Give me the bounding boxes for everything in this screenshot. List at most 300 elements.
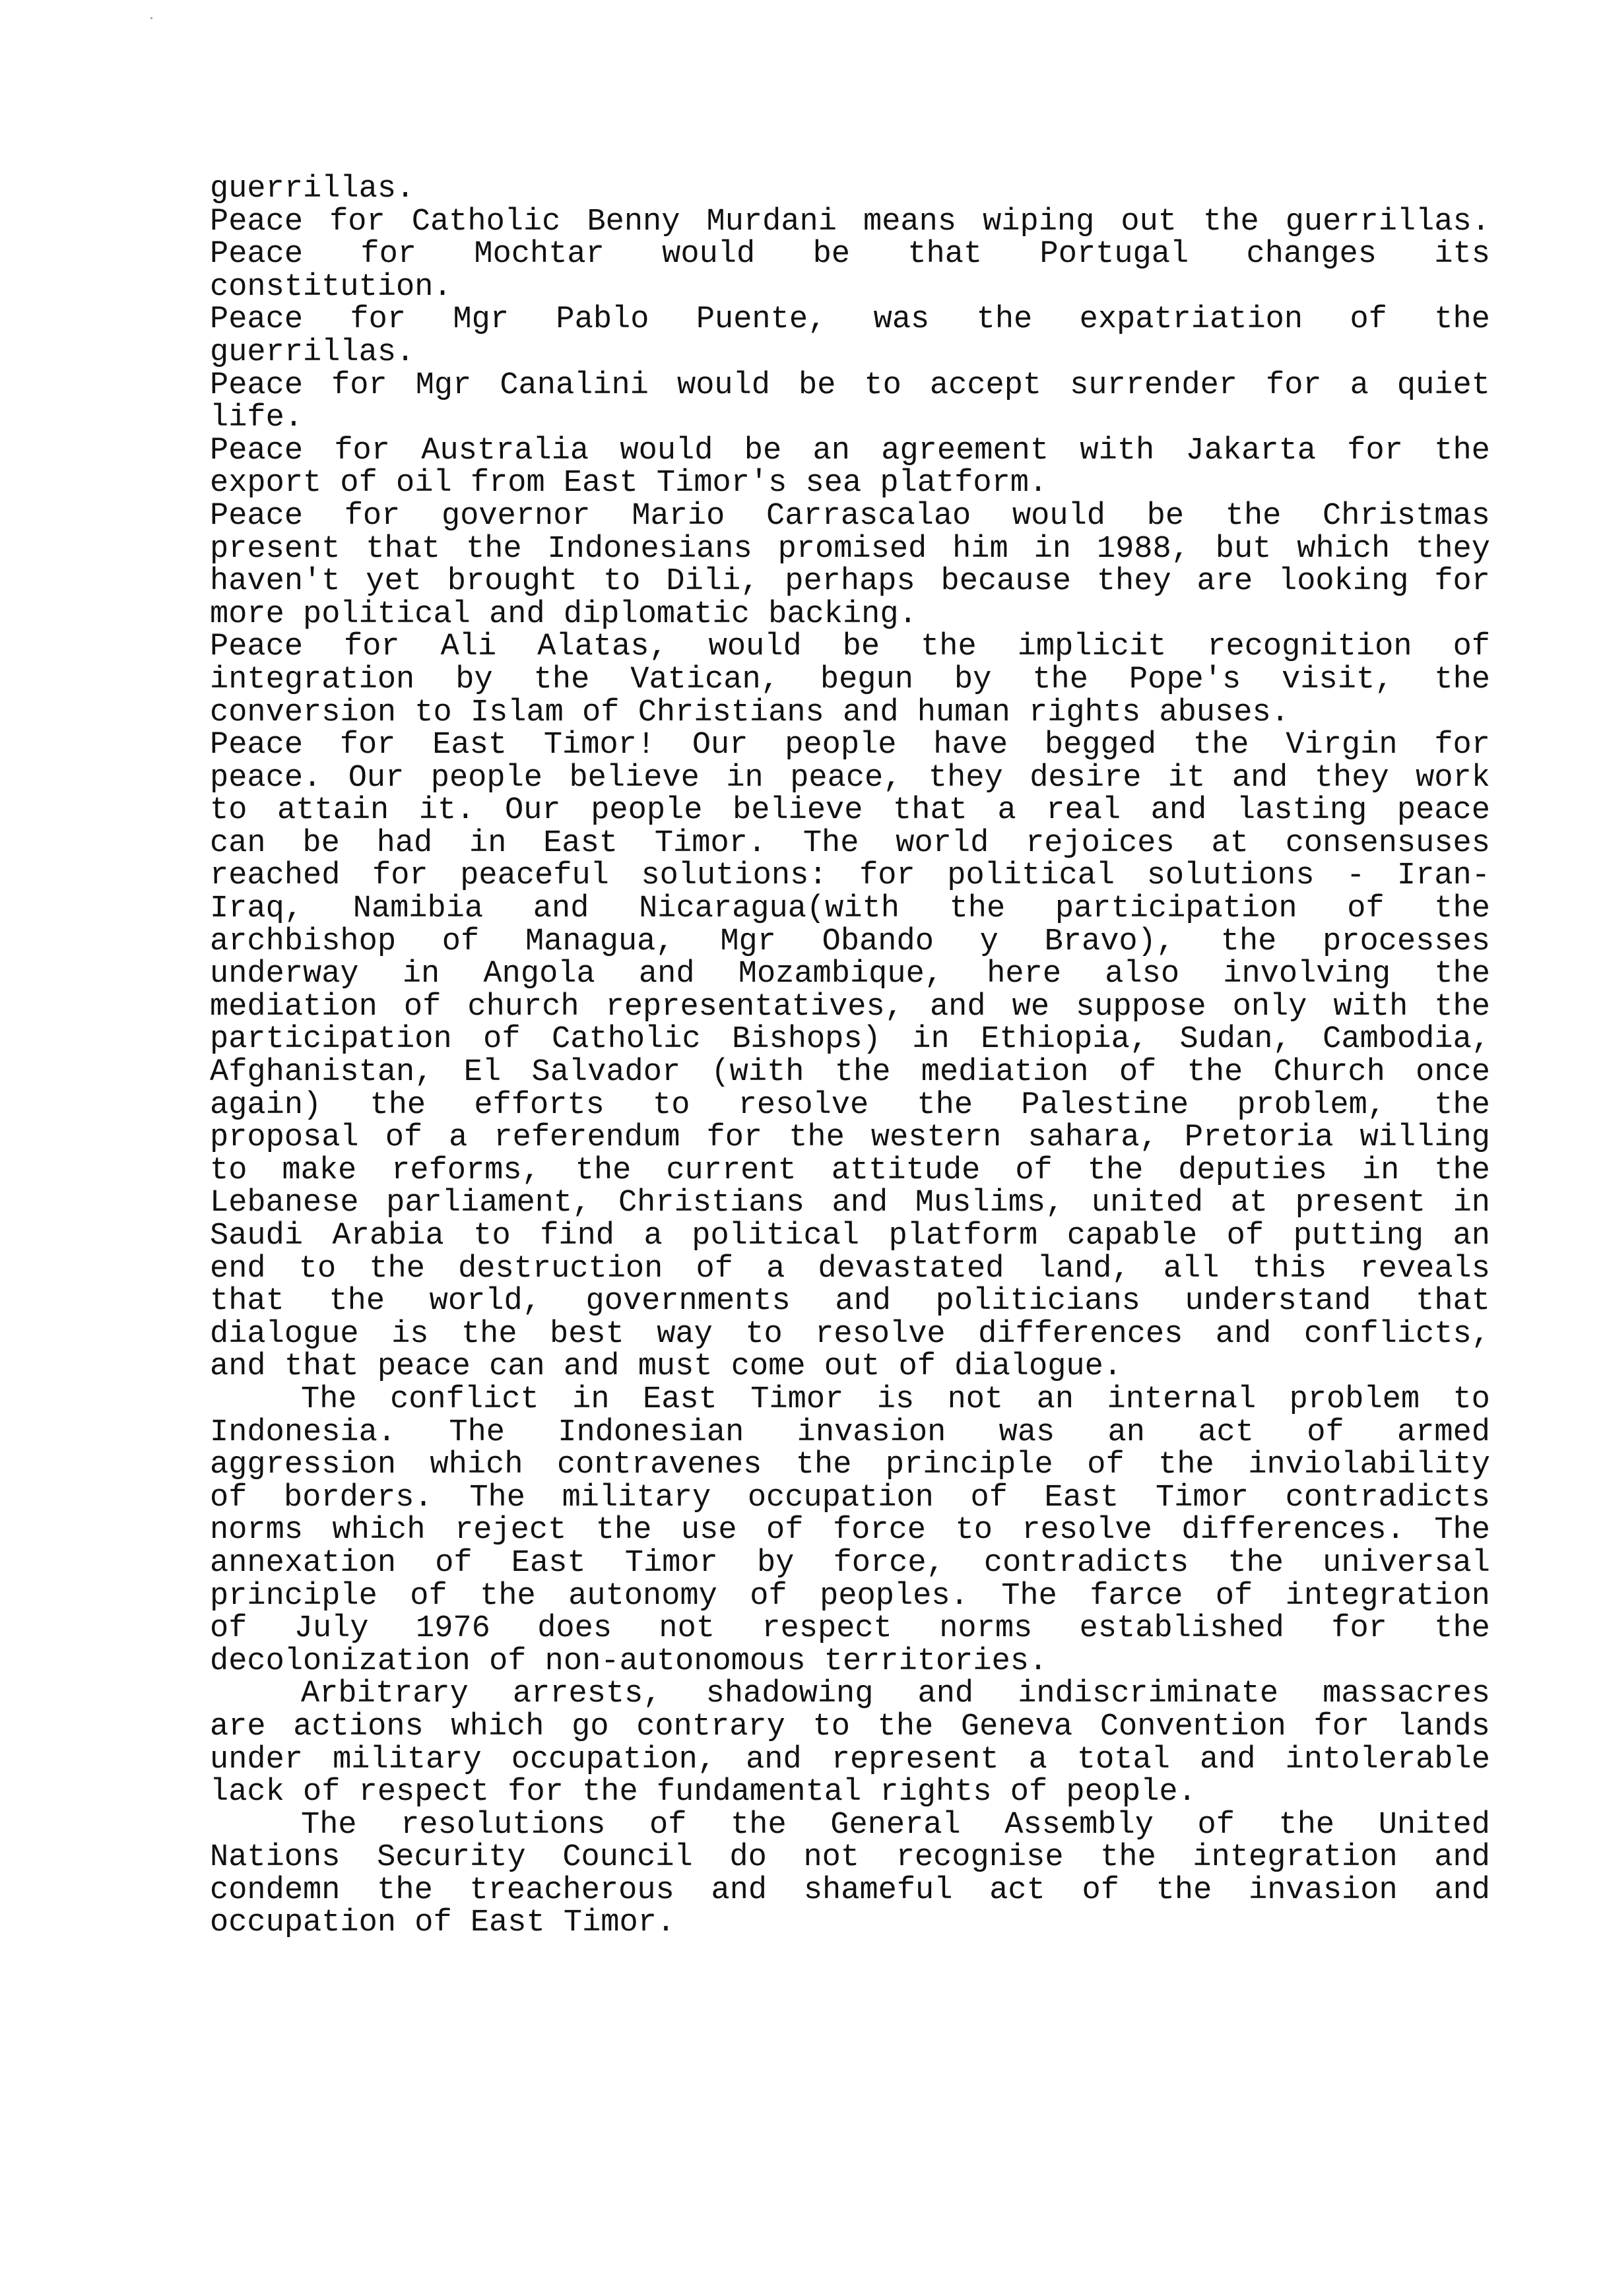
word: Afghanistan, [210, 1056, 434, 1089]
word: and [746, 1743, 802, 1777]
word: platform [888, 1220, 1038, 1253]
scan-speck [150, 17, 152, 19]
word: the [1434, 434, 1490, 468]
word: once [1416, 1056, 1490, 1089]
word: Obando [822, 925, 934, 959]
word: conflict [390, 1383, 539, 1417]
line-text [210, 1187, 1490, 1220]
word: and [533, 893, 589, 926]
word: Alatas, [537, 631, 668, 664]
word: governments [585, 1285, 791, 1318]
word: the [1193, 729, 1249, 762]
word: (with [711, 1056, 804, 1089]
word: work [1416, 761, 1490, 795]
text-line [210, 173, 1490, 206]
word: integration [210, 663, 415, 697]
line-text: lack of respect for the fundamental rights of people. [210, 1776, 1196, 1809]
word: lands [1396, 1710, 1490, 1744]
line-text [210, 565, 1490, 598]
text-line [210, 1417, 1490, 1450]
word: Christians [618, 1187, 805, 1220]
word: would [676, 369, 771, 402]
word: and [638, 958, 695, 991]
word: begged [1044, 729, 1157, 762]
word: the [1087, 1154, 1144, 1188]
word: present [210, 532, 341, 566]
word: Mgr [720, 925, 776, 959]
text-line [210, 238, 1490, 271]
word: attain [277, 794, 389, 827]
word: surrender [1070, 369, 1237, 402]
word: to [955, 1514, 993, 1547]
word: because [940, 565, 1071, 598]
line-text [210, 1023, 1490, 1056]
word: shadowing [705, 1678, 874, 1711]
word: Mozambique, [738, 958, 943, 991]
word: military [562, 1481, 711, 1515]
word: in [469, 827, 507, 860]
text-line [210, 1384, 1490, 1417]
word: East [432, 729, 508, 762]
word: the [1434, 893, 1490, 926]
word: differences. [1181, 1514, 1405, 1547]
word: Mgr [453, 303, 509, 336]
word: indiscriminate [1018, 1678, 1279, 1711]
word: way [657, 1318, 713, 1351]
line-text [210, 794, 1490, 827]
word: we [1012, 990, 1050, 1024]
word: rejoices [1026, 827, 1175, 860]
word: of [1307, 1416, 1344, 1450]
word: an [1036, 1383, 1074, 1417]
text-line [210, 1874, 1490, 1907]
word: the [377, 1874, 433, 1907]
text-line [210, 467, 1490, 500]
word: the [1434, 990, 1490, 1024]
word: have [933, 729, 1008, 762]
word: to [745, 1318, 783, 1351]
word: Peace [210, 369, 304, 402]
word: of [1215, 1579, 1253, 1613]
word: contradicts [1285, 1481, 1490, 1515]
text-line [210, 893, 1490, 926]
word: is [391, 1318, 429, 1351]
word: Pretoria [1184, 1122, 1334, 1155]
word: believe [569, 761, 700, 795]
word: July [294, 1612, 369, 1645]
word: Nations [210, 1841, 341, 1874]
word: an [1107, 1416, 1145, 1450]
word: The [301, 1808, 357, 1842]
word: East [643, 1383, 717, 1417]
word: in [1361, 1154, 1400, 1188]
text-line [210, 631, 1490, 664]
word: a [766, 1252, 785, 1286]
word: to [864, 369, 901, 402]
word: Australia [421, 434, 589, 468]
line-text [210, 1089, 1490, 1122]
word: of [403, 990, 442, 1024]
word: him [952, 532, 1008, 566]
word: the [1220, 925, 1277, 959]
word: not [947, 1383, 1004, 1417]
word: they [928, 761, 1003, 795]
word: Council [562, 1841, 693, 1874]
line-text [210, 303, 1490, 336]
word: was [873, 303, 930, 336]
line-text: occupation of East Timor. [210, 1907, 676, 1940]
word: United [1378, 1808, 1490, 1842]
line-text [210, 1318, 1490, 1351]
word: Portugal [1039, 238, 1189, 271]
word: Carrascalao [766, 499, 971, 533]
word: 1976 [416, 1612, 490, 1645]
word: in [912, 1023, 950, 1057]
text-line [210, 1285, 1490, 1318]
text-line [210, 794, 1490, 827]
word: the [1434, 303, 1490, 336]
line-text [210, 1056, 1490, 1089]
word: in [572, 1383, 610, 1417]
word: of [1453, 631, 1490, 664]
text-line [210, 1612, 1490, 1645]
word: destruction [458, 1252, 663, 1286]
word: Our [348, 761, 405, 795]
word: the [731, 1808, 787, 1842]
text-line [210, 1580, 1490, 1613]
word: Dili, [666, 565, 760, 598]
word: The [449, 1416, 505, 1450]
word: of [442, 925, 480, 959]
word: Our [505, 794, 561, 827]
word: for [329, 205, 385, 239]
word: devastated [818, 1252, 1004, 1286]
word: believe [733, 794, 863, 827]
word: promised [777, 532, 927, 566]
word: lasting [1236, 794, 1367, 827]
word: best [550, 1318, 624, 1351]
line-text [210, 533, 1490, 566]
word: an [812, 434, 850, 468]
word: participation [210, 1023, 452, 1057]
word: people [785, 729, 897, 762]
word: would [620, 434, 713, 468]
word: the [921, 631, 977, 664]
word: end [210, 1252, 266, 1286]
word: for [859, 860, 915, 893]
word: the [480, 1579, 536, 1613]
word: treacherous [469, 1874, 674, 1907]
word: expatriation [1079, 303, 1303, 336]
word: be [842, 631, 880, 664]
word: go [572, 1710, 609, 1744]
word: be [744, 434, 782, 468]
word: act [1198, 1416, 1254, 1450]
word: which [451, 1710, 544, 1744]
word: dialogue [210, 1318, 359, 1351]
word: to [1453, 1383, 1490, 1417]
word: solutions: [641, 860, 828, 893]
word: invasion [797, 1416, 946, 1450]
word: of [1082, 1874, 1119, 1907]
word: contravenes [557, 1449, 762, 1482]
word: peace [1396, 794, 1490, 827]
word: The [802, 827, 859, 860]
word: Convention [1099, 1710, 1286, 1744]
word: parliament, [386, 1187, 591, 1220]
word: and [832, 1187, 888, 1220]
word: perhaps [785, 565, 915, 598]
word: the [370, 1089, 426, 1122]
word: representatives, [605, 990, 903, 1024]
word: the [949, 893, 1006, 926]
word: East [511, 1547, 586, 1580]
line-text [210, 1285, 1490, 1318]
word: farce [1090, 1579, 1183, 1613]
word: to [210, 794, 247, 827]
word: Puente, [696, 303, 827, 336]
word: Lebanese [210, 1187, 359, 1220]
word: the [1434, 1089, 1490, 1122]
word: the [1434, 1612, 1490, 1645]
word: force [832, 1514, 926, 1547]
word: the [575, 1154, 632, 1188]
line-text [301, 1809, 1490, 1842]
line-text [210, 1841, 1490, 1874]
line-text [210, 1482, 1490, 1515]
word: actions [293, 1710, 424, 1744]
line-text [210, 1547, 1490, 1580]
word: capable [1066, 1220, 1198, 1253]
word: wiping [983, 205, 1095, 239]
text-line [210, 1187, 1490, 1220]
word: putting [1293, 1220, 1424, 1253]
line-text [210, 991, 1490, 1024]
line-text [210, 729, 1490, 762]
word: the [465, 532, 522, 566]
word: Pablo [556, 303, 649, 336]
word: the [1158, 1449, 1214, 1482]
word: peoples. [820, 1579, 969, 1613]
word: intolerable [1285, 1743, 1490, 1777]
word: here [987, 958, 1062, 991]
word: all [1163, 1252, 1220, 1286]
word: to [603, 565, 641, 598]
word: of [1087, 1449, 1125, 1482]
word: The [469, 1481, 525, 1515]
text-line [210, 1253, 1490, 1286]
word: and [1199, 1743, 1256, 1777]
word: Benny [587, 205, 680, 239]
word: they [1314, 761, 1389, 795]
word: this [1252, 1252, 1327, 1286]
word: Peace [210, 729, 304, 762]
text-line [210, 1744, 1490, 1777]
word: of [1350, 303, 1387, 336]
line-text: conversion to Islam of Christians and human rights abuses. [210, 696, 1290, 730]
word: they [1096, 565, 1171, 598]
word: had [376, 827, 433, 860]
line-text [210, 1220, 1490, 1253]
word: respect [762, 1612, 892, 1645]
word: that [1416, 1285, 1490, 1318]
word: East [543, 827, 618, 860]
word: mediation [210, 990, 377, 1024]
word: Timor [750, 1383, 844, 1417]
word: for [1331, 1612, 1387, 1645]
line-text [210, 631, 1490, 664]
word: Indonesians [547, 532, 752, 566]
word: that [366, 532, 441, 566]
word: archbishop [210, 925, 397, 959]
word: and [1231, 761, 1288, 795]
word: El [463, 1056, 502, 1089]
word: which [1297, 532, 1391, 566]
word: Catholic [552, 1023, 701, 1057]
text-line [210, 500, 1490, 533]
text-line [210, 1351, 1490, 1384]
word: Our [692, 729, 748, 762]
word: by [756, 1547, 795, 1580]
word: resolutions [401, 1808, 606, 1842]
word: also [1105, 958, 1180, 991]
word: Peace [210, 499, 304, 533]
word: processes [1323, 925, 1490, 959]
word: underway [210, 958, 359, 991]
word: of [483, 1023, 521, 1057]
word: aggression [210, 1449, 397, 1482]
line-text [210, 762, 1490, 795]
word: total [1076, 1743, 1170, 1777]
word: world, [429, 1285, 541, 1318]
word: political [947, 860, 1115, 893]
text-line [210, 1547, 1490, 1580]
word: Murdani [706, 205, 837, 239]
word: its [1434, 238, 1490, 271]
word: of [696, 1252, 733, 1286]
word: Geneva [960, 1710, 1073, 1744]
word: land, [1037, 1252, 1130, 1286]
line-text [210, 1122, 1490, 1155]
word: borders. [284, 1481, 433, 1515]
word: people [430, 761, 542, 795]
word: Peace [210, 238, 304, 271]
line-text [210, 435, 1490, 468]
word: of [766, 1514, 804, 1547]
word: for [1313, 1710, 1370, 1744]
word: not [659, 1612, 715, 1645]
word: are [210, 1710, 266, 1744]
word: Timor [1156, 1481, 1249, 1515]
word: occupation [747, 1481, 934, 1515]
word: reject [455, 1514, 567, 1547]
line-text: guerrillas. [210, 336, 415, 369]
text-line [210, 697, 1490, 730]
word: which [332, 1514, 426, 1547]
word: for [1434, 729, 1490, 762]
word: haven't [210, 565, 341, 598]
word: norms [210, 1514, 304, 1547]
word: the [1032, 663, 1088, 697]
line-text [210, 500, 1490, 533]
word: and [1434, 1874, 1490, 1907]
text-line [210, 991, 1490, 1024]
text-line [210, 402, 1490, 435]
word: means [863, 205, 957, 239]
word: it [1167, 761, 1206, 795]
word: Muslims, [915, 1187, 1065, 1220]
word: mediation [921, 1056, 1089, 1089]
word: to [473, 1220, 511, 1253]
line-text [210, 893, 1490, 926]
word: - [1346, 860, 1365, 893]
word: looking [1278, 565, 1409, 598]
line-text [210, 664, 1490, 697]
word: invasion [1249, 1874, 1398, 1907]
word: for [334, 434, 390, 468]
word: visit, [1282, 663, 1394, 697]
word: would [1012, 499, 1105, 533]
line-text [210, 1711, 1490, 1744]
word: The [1001, 1579, 1057, 1613]
word: for [344, 631, 400, 664]
word: do [729, 1841, 767, 1874]
word: peace. [210, 761, 322, 795]
word: internal [1107, 1383, 1257, 1417]
text-line [210, 1776, 1490, 1809]
word: represent [831, 1743, 999, 1777]
word: and [711, 1874, 768, 1907]
line-text [210, 206, 1490, 239]
word: of [1119, 1056, 1157, 1089]
word: use [680, 1514, 737, 1547]
word: Peace [210, 434, 304, 468]
word: present [1295, 1187, 1426, 1220]
line-text [210, 1514, 1490, 1547]
word: problem [1289, 1383, 1420, 1417]
word: Mgr [415, 369, 472, 402]
word: involving [1223, 958, 1391, 991]
line-text: constitution. [210, 271, 452, 304]
word: politicians [935, 1285, 1140, 1318]
word: to [210, 1154, 247, 1188]
word: Namibia [352, 893, 484, 926]
word: under [210, 1743, 304, 1777]
text-line [210, 1907, 1490, 1940]
word: Iran- [1396, 860, 1490, 893]
word: the [795, 1449, 852, 1482]
word: Security [377, 1841, 526, 1874]
word: the [595, 1514, 652, 1547]
word: proposal [210, 1122, 359, 1155]
word: Timor [624, 1547, 718, 1580]
word: Virgin [1286, 729, 1398, 762]
word: to [812, 1710, 850, 1744]
text-line [210, 1841, 1490, 1874]
word: the [1278, 1808, 1335, 1842]
document-body [210, 173, 1490, 1940]
word: was [999, 1416, 1055, 1450]
word: Cambodia, [1323, 1023, 1490, 1057]
text-line [210, 369, 1490, 402]
word: but [1215, 532, 1272, 566]
word: they [1416, 532, 1490, 566]
word: Saudi [210, 1220, 304, 1253]
word: for [706, 1122, 763, 1155]
line-text [301, 1678, 1490, 1711]
word: occupation, [511, 1743, 717, 1777]
word: Vatican, [630, 663, 779, 697]
